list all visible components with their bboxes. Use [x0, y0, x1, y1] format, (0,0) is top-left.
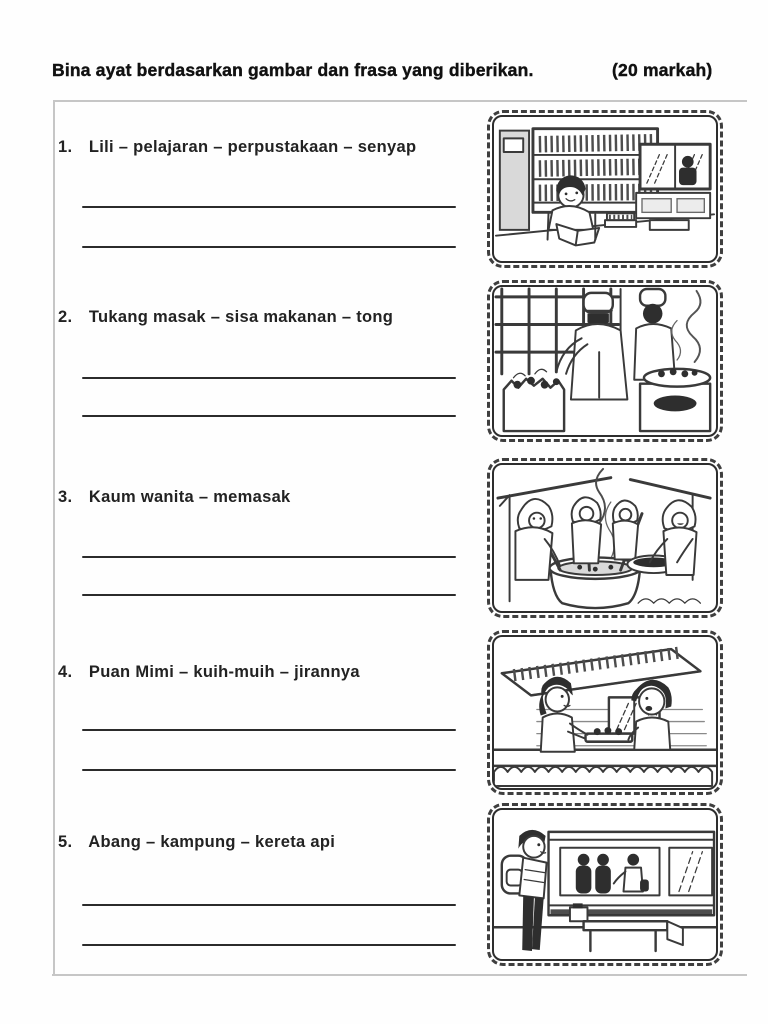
- women-cooking-illustration: [492, 463, 718, 613]
- question-2-answer-line-2: [82, 415, 456, 417]
- question-4-answer-line-1: [82, 729, 456, 731]
- question-4: [58, 663, 360, 682]
- question-2-number: 2.: [58, 308, 73, 326]
- question-3-answer-line-1: [82, 556, 456, 558]
- question-5-phrase: Abang – kampung – kereta api: [88, 833, 336, 851]
- instruction-text: Bina ayat berdasarkan gambar dan frasa yang diberikan.: [52, 60, 534, 80]
- question-1-number: 1.: [58, 138, 73, 156]
- question-3-phrase: Kaum wanita – memasak: [88, 488, 291, 506]
- question-2-image: [487, 280, 723, 442]
- question-2: [58, 308, 393, 327]
- question-3: [58, 488, 291, 507]
- kitchen-illustration: [492, 285, 718, 437]
- neighbour-illustration: [492, 635, 718, 790]
- question-1-image: [487, 110, 723, 268]
- question-3-answer-line-2: [82, 594, 456, 596]
- question-4-answer-line-2: [82, 769, 456, 771]
- question-5-number: 5.: [58, 833, 73, 851]
- question-5-answer-line-2: [82, 944, 456, 946]
- question-1-answer-line-1: [82, 206, 456, 208]
- question-2-phrase: Tukang masak – sisa makanan – tong: [88, 308, 394, 326]
- marks-label: (20 markah): [612, 60, 713, 80]
- left-border-line: [53, 100, 55, 976]
- question-1-answer-line-2: [82, 246, 456, 248]
- train-station-illustration: [492, 808, 718, 961]
- question-1: [58, 138, 416, 157]
- question-1-phrase: Lili – pelajaran – perpustakaan – senyap: [88, 138, 417, 156]
- question-4-phrase: Puan Mimi – kuih-muih – jirannya: [88, 663, 360, 681]
- question-3-image: [487, 458, 723, 618]
- question-5-image: [487, 803, 723, 966]
- question-3-number: 3.: [58, 488, 73, 506]
- question-4-image: [487, 630, 723, 795]
- bottom-border-line: [52, 974, 747, 976]
- question-5: [58, 833, 335, 852]
- question-2-answer-line-1: [82, 377, 456, 379]
- top-border-line: [53, 100, 747, 102]
- library-illustration: [492, 115, 718, 263]
- question-4-number: 4.: [58, 663, 73, 681]
- question-5-answer-line-1: [82, 904, 456, 906]
